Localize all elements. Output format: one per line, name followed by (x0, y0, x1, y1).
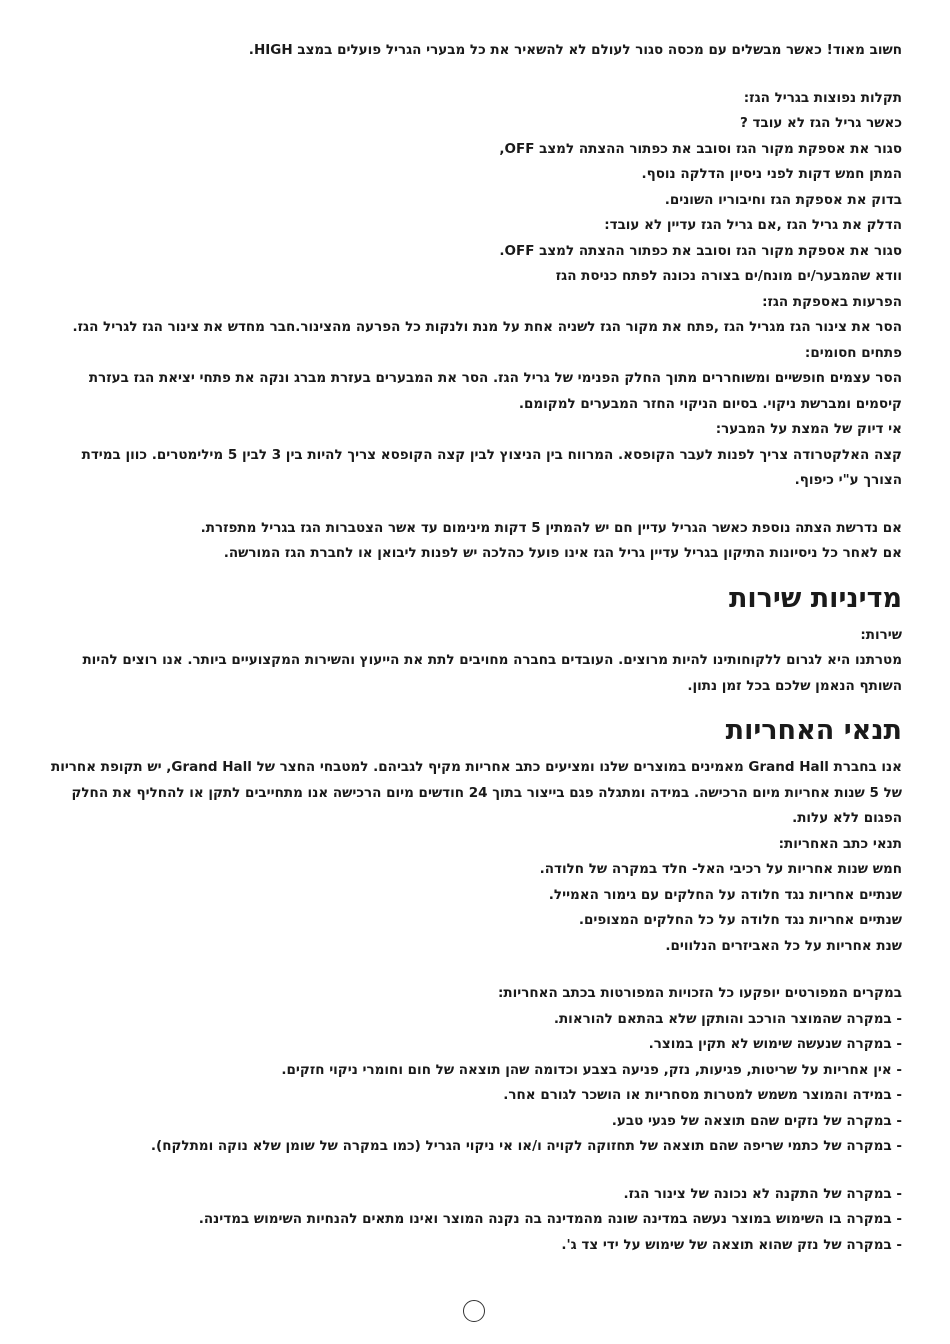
gas-supply-title: הפרעות באספקת הגז: (762, 293, 902, 310)
void-condition-item: - במקרה של נזקים שהם תוצאה של פגעי טבע. (611, 1112, 902, 1129)
warranty-section (46, 713, 902, 1258)
high-flame-warning: חשוב מאוד! כאשר מבשלים עם מכסה סגור לעולם לא להשאיר את כל מבערי הגריל פועלים במצב HIGH. (248, 42, 902, 58)
warranty-term: שנת אחריות על כל האביזרים הנלווים. (665, 937, 902, 954)
void-condition-item: - במקרה בו השימוש במוצר נעשה במדינה שונה מהמדינה בה נקנה המוצר ואינו מתאים להנחיות השימוש במדינה. (198, 1211, 902, 1227)
warranty-term: שנתיים אחריות נגד חלודה על החלקים עם גימור האמייל. (548, 886, 902, 903)
blocked-ports-text: הסר עצמים חופשיים ומשוחררים מתוך החלק הפנימי של גריל הגז. הסר את המבערים בעזרת מברג ונקה את פתחי יציאת הגז בעזרת קיסמים ומברשת ניקוי. בסיום הניקוי החזר המבערים למקומם. (88, 370, 902, 412)
warranty-term: שנתיים אחריות נגד חלודה על כל החלקים המצופים. (578, 912, 902, 928)
troubleshooting-line: המתן חמש דקות לפני ניסיון הדלקה נוסף. (641, 166, 902, 182)
warranty-heading: תנאי האחריות (725, 715, 902, 746)
electrode-title: אי דיוק של המצת על המבער: (715, 421, 902, 437)
void-condition-item: - במקרה של נזק שהוא תוצאה של שימוש על ידי צד ג'. (561, 1236, 902, 1253)
void-condition-item: - במקרה של כתמי שריפה שהם תוצאה של תחזוקה לקויה ו/או אי ניקוי הגריל (כמו במקרה של שומן שלא נוקה ומתלקח). (150, 1138, 902, 1154)
troubleshooting-line: סגור את אספקת מקור הגז וסובב את כפתור ההצתה למצב OFF, (499, 140, 902, 157)
troubleshooting-line: הדלק את גריל הגז ,אם גריל הגז עדיין לא עובד: (604, 217, 902, 233)
void-condition-item: - במקרה שנעשה שימוש לא תקין במוצר. (648, 1036, 902, 1052)
void-conditions-title: במקרים המפורטים יופקעו כל הזכויות המפורטות בכתב האחריות: (497, 985, 902, 1001)
extra-note: אם לאחר כל ניסיונות התיקון בגריל עדיין גריל הגז אינו פועל כהלכה יש לפנות ליבואן או לחברת הגז המורשה. (223, 545, 902, 561)
troubleshooting-line: בדוק את אספקת הגז וחיבוריו השונים. (664, 191, 902, 208)
void-condition-item: - אין אחריות על שריטות, פגיעות, נזק, פניעה בצבע וכדומה שהן תוצאה של חום וחומרי ניקוי חזקים. (281, 1061, 902, 1078)
gas-supply-text: הסר את צינור הגז מגריל הגז ,פתח את מקור הגז לשניה אחת על מנת ולנקות כל הפרעה מהצינור.חבר מחדש את צינור הגז לגריל הגז. (72, 319, 902, 335)
extra-note: אם נדרשת הצתה נוספת כאשר הגריל עדיין חם יש להמתין 5 דקות מינימום עד אשר הצטברות הגז בגריל מתפזרת. (200, 519, 902, 536)
void-condition-item: - במידה והמוצר משמש למטרות מסחריות או הושכר לגורם אחר. (503, 1087, 902, 1103)
service-text: מטרתנו היא לגרום ללקוחותינו להיות מרוצים. העובדים בחברה מחויבים לתת את הייעוץ והשירות המקצועיים ביותר. אנו רוצים להיות השותף הנאמן שלכם בכל זמן נתון. (82, 652, 902, 694)
warranty-term: חמש שנות אחריות על רכיבי האל- חלד במקרה של חלודה. (539, 861, 902, 877)
warranty-intro: אנו בחברת Grand Hall מאמינים במוצרים שלנו ומציעים כתב אחריות מקיף לגביהם. למטבחי החצר של Grand Hall, יש תקופת אחריות של 5 שנות אחריות מיום הרכישה. במידה ומתגלה פגם בייצור בתוך 24 חודשים מיום הרכישה אנו מתחייבים לתקן או להחליף את החלק הפגום ללא עלות. (50, 759, 902, 826)
void-condition-item: - במקרה של התקנה לא נכונה של צינור הגז. (623, 1185, 902, 1202)
troubleshooting-title: תקלות נפוצות בגריל הגז: (743, 89, 902, 106)
electrode-text: קצה האלקטרודה צריך לפנות לעבר הקופסא. המרווח בין הניצוץ לבין קצה הקופסא צריך להיות בין 3 לבין 5 מילימטרים. כוון במידת הצורך ע"י כיפוף. (81, 446, 902, 488)
page-number-circle-icon (463, 1300, 485, 1322)
troubleshooting-section (46, 86, 902, 567)
service-heading: מדיניות שירות (728, 582, 902, 614)
troubleshooting-line: וודא שהמבער/ים מונח/ים בצורה נכונה לפתח כניסת הגז (555, 268, 902, 284)
troubleshooting-line: סגור את אספקת מקור הגז וסובב את כפתור ההצתה למצב OFF. (499, 242, 902, 259)
void-condition-item: - במקרה שהמוצר הורכב והותקן שלא בהתאם להוראות. (553, 1010, 902, 1027)
service-section (46, 581, 902, 700)
blocked-ports-title: פתחים חסומים: (804, 344, 902, 361)
troubleshooting-line: כאשר גריל הגז לא עובד ? (740, 115, 902, 131)
service-label: שירות: (860, 626, 902, 643)
warranty-terms-title: תנאי כתב האחריות: (778, 835, 902, 852)
